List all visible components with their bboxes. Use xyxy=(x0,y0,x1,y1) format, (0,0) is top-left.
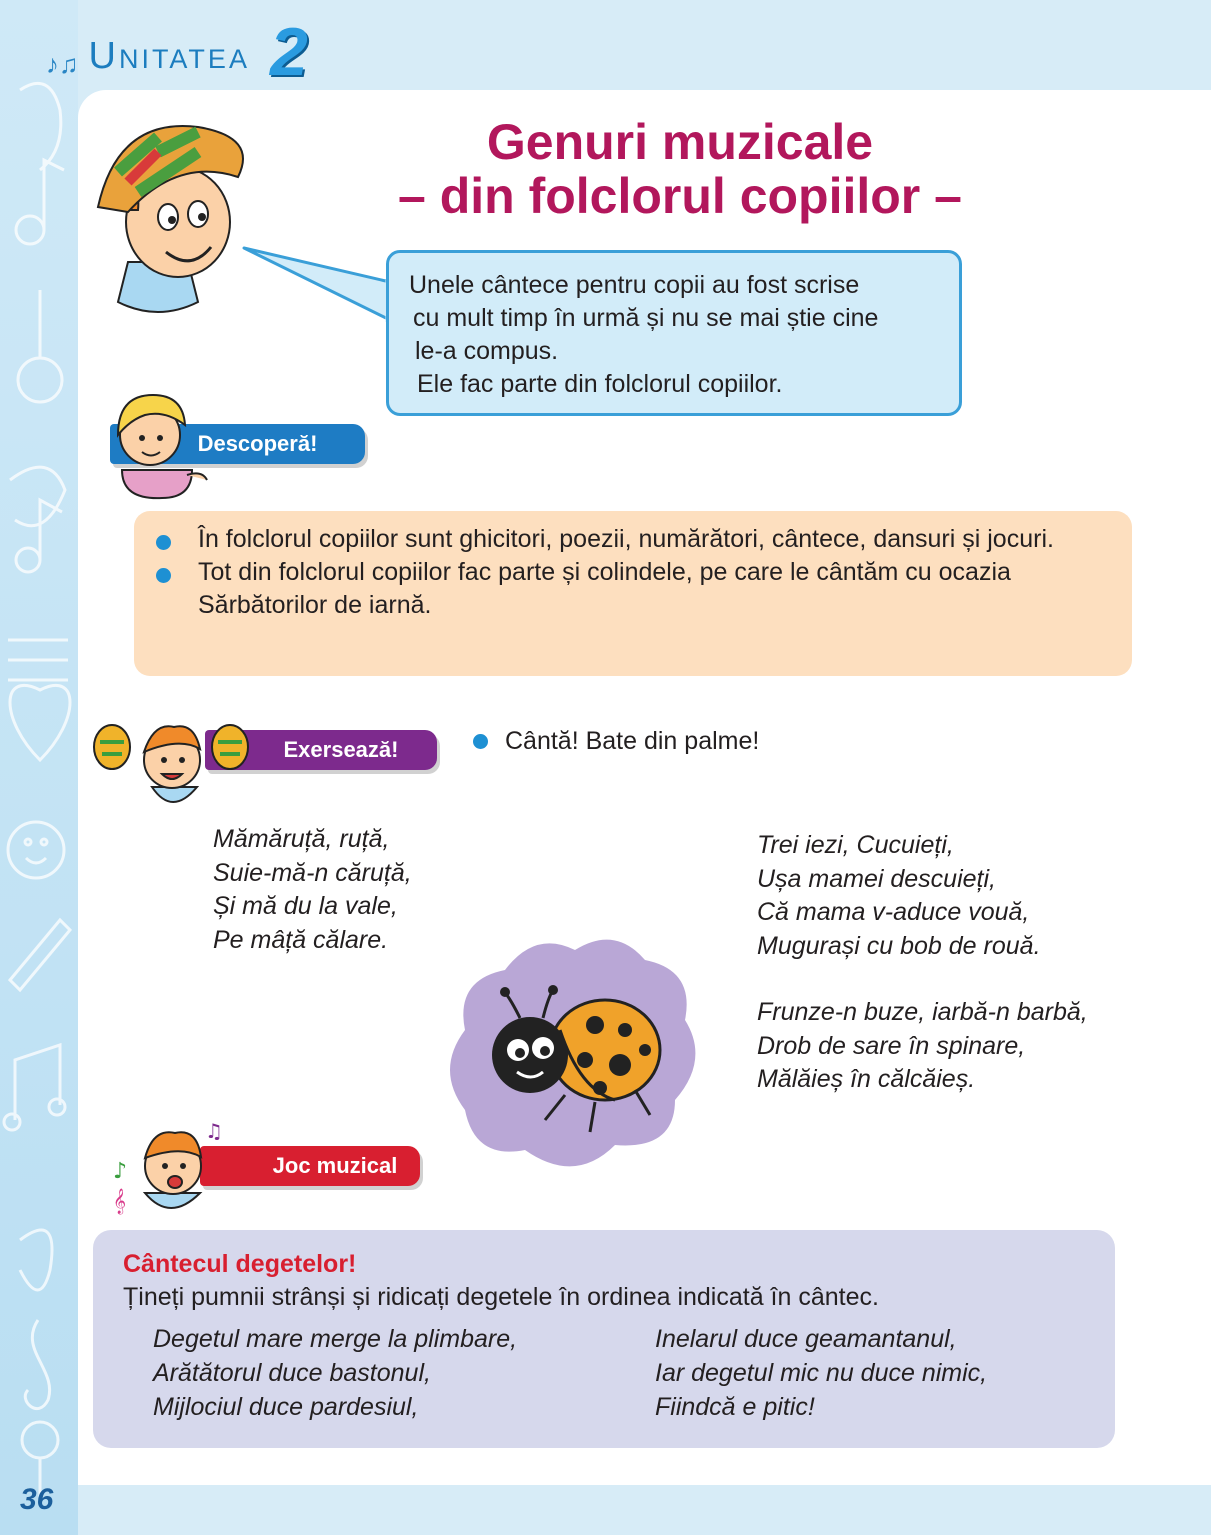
poem-trei-iezi xyxy=(757,829,1088,1097)
speech-bubble xyxy=(386,250,962,416)
bubble-line: le-a compus. xyxy=(415,337,559,365)
poem-line: Ușa mamei descuieți, xyxy=(757,864,996,893)
lyrics-column-2 xyxy=(655,1322,987,1424)
lyrics-column-1 xyxy=(153,1322,655,1424)
bubble-line: cu mult timp în urmă și nu se mai știe cine xyxy=(413,304,879,332)
discover-info-box xyxy=(134,511,1132,676)
poem-line: Frunze-n buze, iarbă-n barbă, xyxy=(757,998,1088,1026)
svg-text:𝄞: 𝄞 xyxy=(113,1189,127,1214)
bubble-line: Unele cântece pentru copii au fost scrise xyxy=(409,271,860,299)
bubble-line: Ele fac parte din folclorul copiilor. xyxy=(417,370,783,398)
maracas-boy-icon xyxy=(92,712,252,812)
girl-character-icon xyxy=(92,390,212,500)
list-item: Tot din folclorul copiilor fac parte și colindele, pe care le cântăm cu ocazia Sărbătorilor de iarnă. xyxy=(198,556,1102,622)
svg-text:♫: ♫ xyxy=(205,1119,223,1143)
lyric-line: Iar degetul mic nu duce nimic, xyxy=(655,1359,988,1387)
title-line-2: – din folclorul copiilor – xyxy=(398,168,962,224)
lyric-line: Degetul mare merge la plimbare, xyxy=(153,1325,518,1353)
poem-line: Drob de sare în spinare, xyxy=(757,1031,1026,1060)
page-number: 36 xyxy=(20,1483,54,1516)
poem-line: Suie-mă-n căruță, xyxy=(213,858,412,887)
game-box xyxy=(93,1230,1115,1448)
discover-section-label: Descoperă! xyxy=(110,424,365,464)
music-doodles-icon xyxy=(0,0,78,1535)
game-section-label: Joc muzical xyxy=(200,1146,420,1186)
exercise-instruction: Cântă! Bate din palme! xyxy=(505,724,759,758)
singing-boy-icon xyxy=(105,1108,235,1220)
poem-line: Și mă du la vale, xyxy=(213,892,398,920)
poem-line: Mălăieș în călcăieș. xyxy=(757,1065,976,1093)
poem-line: Trei iezi, Cucuieți, xyxy=(757,831,954,859)
bubble-tail xyxy=(240,240,400,330)
poem-stanza xyxy=(757,829,1088,963)
svg-text:♪: ♪ xyxy=(113,1159,128,1184)
poem-mamaruta xyxy=(213,823,412,957)
lyric-line: Inelarul duce geamantanul, xyxy=(655,1325,957,1353)
exercise-section-label: Exersează! xyxy=(205,730,437,770)
unit-number: 2 xyxy=(269,14,308,90)
unit-label: Unitatea xyxy=(88,35,250,77)
poem-stanza xyxy=(757,996,1088,1097)
ladybug-icon xyxy=(445,930,703,1185)
poem-line: Mugurași cu bob de rouă. xyxy=(757,931,1041,960)
game-lyrics xyxy=(123,1322,1085,1424)
poem-line: Pe mâță călare. xyxy=(213,925,389,954)
side-decoration xyxy=(0,0,78,1535)
page-title xyxy=(300,115,1060,223)
poem-line: Mămăruță, ruță, xyxy=(213,825,390,853)
lyric-line: Fiindcă e pitic! xyxy=(655,1393,815,1421)
unit-header xyxy=(46,14,308,90)
list-item: În folclorul copiilor sunt ghicitori, poezii, numărători, cântece, dansuri și jocuri. xyxy=(198,523,1102,556)
poem-line: Că mama v-aduce vouă, xyxy=(757,898,1030,926)
title-line-1: Genuri muzicale xyxy=(486,114,874,170)
lyric-line: Arătătorul duce bastonul, xyxy=(153,1359,431,1387)
game-title: Cântecul degetelor! xyxy=(123,1250,357,1278)
music-notes-icon: ♪♫ xyxy=(46,49,79,79)
game-instruction: Țineți pumnii strânși și ridicați degetele în ordinea indicată în cântec. xyxy=(123,1283,879,1311)
lyric-line: Mijlociul duce pardesiul, xyxy=(153,1393,419,1421)
